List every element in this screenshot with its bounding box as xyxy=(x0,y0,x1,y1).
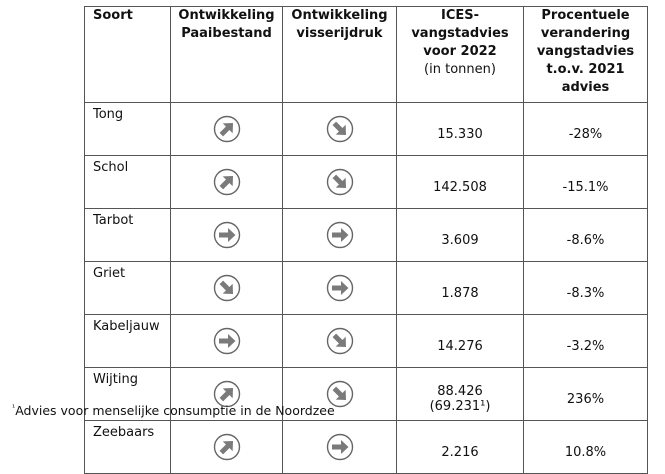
header-soort: Soort xyxy=(85,7,171,103)
species-name: Griet xyxy=(85,262,171,315)
vangstadvies-cell xyxy=(397,421,524,474)
down-right-arrow-icon xyxy=(326,168,354,196)
visserijdruk-cell xyxy=(283,156,397,209)
percent-change: -3.2% xyxy=(524,315,648,368)
right-arrow-icon xyxy=(213,221,241,249)
visserijdruk-cell xyxy=(283,209,397,262)
up-right-arrow-icon xyxy=(213,115,241,143)
paaibestand-cell xyxy=(171,262,283,315)
table-row xyxy=(85,315,648,368)
visserijdruk-cell xyxy=(283,421,397,474)
vangstadvies-cell xyxy=(397,209,524,262)
paaibestand-cell xyxy=(171,315,283,368)
footnote xyxy=(12,403,335,418)
visserijdruk-cell xyxy=(283,103,397,156)
table-row xyxy=(85,156,648,209)
right-arrow-icon xyxy=(326,274,354,302)
paaibestand-cell xyxy=(171,421,283,474)
vangstadvies-value: 142.508 xyxy=(433,179,487,195)
down-right-arrow-icon xyxy=(213,274,241,302)
table-row xyxy=(85,209,648,262)
vangstadvies-cell xyxy=(397,156,524,209)
visserijdruk-cell xyxy=(283,262,397,315)
header-paaibestand: Ontwikkeling Paaibestand xyxy=(171,7,283,103)
up-right-arrow-icon xyxy=(213,433,241,461)
header-unit: (in tonnen) xyxy=(424,62,496,77)
percent-change: -15.1% xyxy=(524,156,648,209)
percent-change: 10.8% xyxy=(524,421,648,474)
species-name: Wijting xyxy=(85,368,171,421)
table-row xyxy=(85,262,648,315)
right-arrow-icon xyxy=(213,327,241,355)
paaibestand-cell xyxy=(171,209,283,262)
paaibestand-cell xyxy=(171,103,283,156)
visserijdruk-cell xyxy=(283,315,397,368)
right-arrow-icon xyxy=(326,433,354,461)
vangstadvies-value: 1.878 xyxy=(441,285,479,301)
vangstadvies-value: 15.330 xyxy=(437,126,483,142)
vangstadvies-value: 88.426 xyxy=(437,384,483,399)
species-name: Zeebaars xyxy=(85,421,171,474)
footnote-mark: ¹ xyxy=(12,403,16,412)
species-name: Tarbot xyxy=(85,209,171,262)
species-name: Schol xyxy=(85,156,171,209)
down-right-arrow-icon xyxy=(326,327,354,355)
header-vangstadvies: ICES- vangstadvies voor 2022 (in tonnen) xyxy=(397,7,524,103)
table-row xyxy=(85,421,648,474)
vangstadvies-cell xyxy=(397,368,524,421)
paaibestand-cell xyxy=(171,156,283,209)
species-name: Kabeljauw xyxy=(85,315,171,368)
vangstadvies-value: 14.276 xyxy=(437,338,483,354)
down-right-arrow-icon xyxy=(326,115,354,143)
footnote-text: Advies voor menselijke consumptie in de Noordzee xyxy=(15,403,335,419)
header-row xyxy=(85,7,648,103)
header-visserijdruk: Ontwikkeling visserijdruk xyxy=(283,7,397,103)
table-row xyxy=(85,103,648,156)
right-arrow-icon xyxy=(326,221,354,249)
vangstadvies-value: 2.216 xyxy=(441,444,479,460)
percent-change: -8.3% xyxy=(524,262,648,315)
vangstadvies-cell xyxy=(397,103,524,156)
percent-change: 236% xyxy=(524,368,648,421)
species-name: Tong xyxy=(85,103,171,156)
vangstadvies-cell xyxy=(397,315,524,368)
vangstadvies-cell xyxy=(397,262,524,315)
up-right-arrow-icon xyxy=(213,168,241,196)
percent-change: -8.6% xyxy=(524,209,648,262)
vangstadvies-sub-value: (69.231¹) xyxy=(429,399,491,414)
header-verandering: Procentuele verandering vangstadvies t.o.v. 2021 advies xyxy=(524,7,648,103)
percent-change: -28% xyxy=(524,103,648,156)
vangstadvies-value: 3.609 xyxy=(441,232,479,248)
